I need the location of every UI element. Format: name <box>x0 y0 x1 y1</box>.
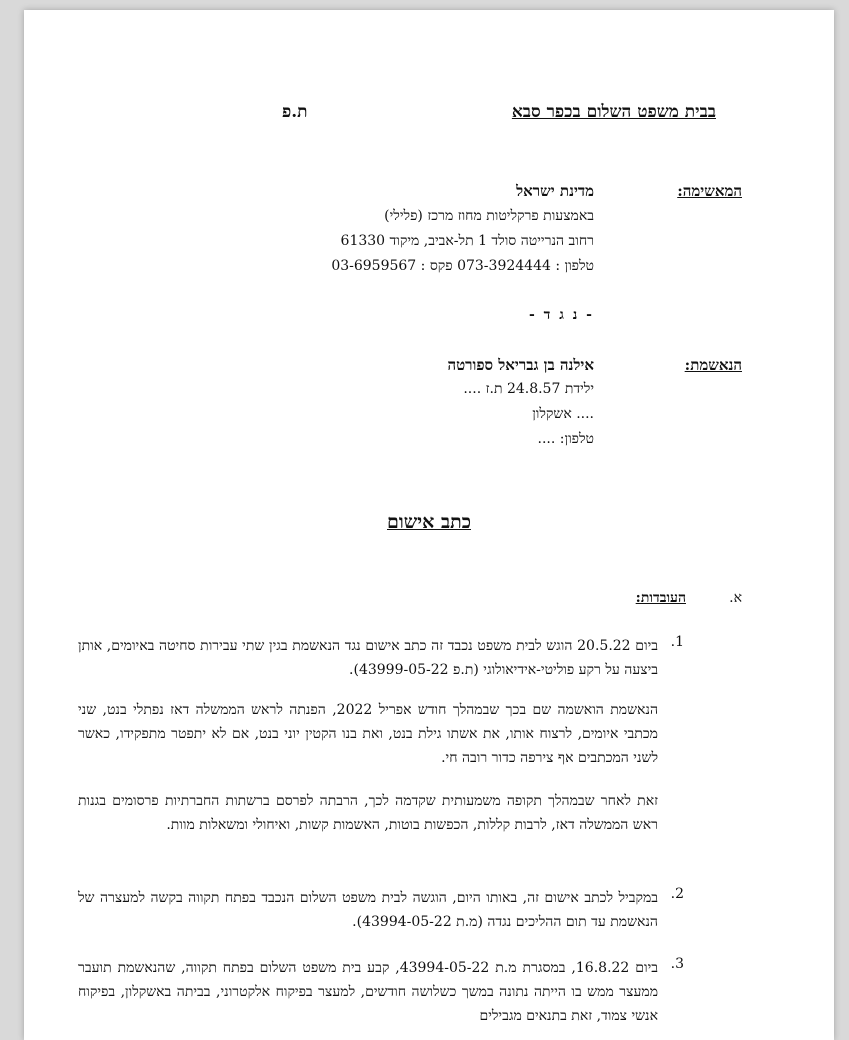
paragraph-1: ביום 20.5.22 הוגש לבית משפט נכבד זה כתב אישום נגד הנאשמת בגין שתי עבירות סחיטה באיומים, אותן ביצעה על רקע פוליטי-אידיאולוגי (ת.פ 43999-05-22). <box>78 638 659 678</box>
defendant-line4: טלפון: .... <box>537 431 594 447</box>
versus-label: - נ ג ד - <box>528 307 594 323</box>
court-name: בבית משפט השלום בכפר סבא <box>511 102 716 122</box>
prosecution-label: המאשימה: <box>677 182 742 200</box>
section-heading: העובדות: <box>635 590 686 606</box>
defendant-line3: .... אשקלון <box>532 406 594 422</box>
case-ref: ת.פ <box>282 102 308 122</box>
document-page <box>24 10 834 1040</box>
defendant-label: הנאשמת: <box>684 356 742 374</box>
paragraph-number: 2. <box>670 886 684 902</box>
document-title <box>24 511 834 534</box>
prosecution-line3: רחוב הנרייטה סולד 1 תל-אביב, מיקוד 61330 <box>340 233 594 249</box>
paragraph-3: ביום 16.8.22, במסגרת מ.ת 43994-05-22, קבע בית משפט השלום בפתח תקווה, שהנאשמת תועבר ממעצר ממש בו הייתה נתונה במשך כשלושה חודשים, למעצר בפיקוח אלקטרוני, בביתה באשקלון, בפיקוח אנשי צמוד, זאת בתנאים מגבילים <box>78 960 658 1024</box>
paragraph-2: במקביל לכתב אישום זה, באותו היום, הוגשה לבית משפט השלום הנכבד בפתח תקווה בקשה למעצרה של הנאשמת עד תום ההליכים נגדה (מ.ת 43994-05-22). <box>78 890 658 930</box>
section-letter: א. <box>729 590 742 606</box>
prosecution-line2: באמצעות פרקליטות מחוז מרכז (פלילי) <box>384 208 594 224</box>
paragraph-1c: זאת לאחר שבמהלך תקופה משמעותית שקדמה לכך, הרבתה לפרסם ברשתות החברתיות פרסומים בגנות ראש הממשלה דאז, לרבות קללות, הכפשות בוטות, האשמות קשות, ואיחולי ומשאלות מוות. <box>78 793 658 833</box>
prosecution-name: מדינת ישראל <box>516 182 594 200</box>
defendant-line2: ילידת 24.8.57 ת.ז .... <box>463 381 594 397</box>
paragraph-number: 1. <box>670 634 684 650</box>
paragraph-1b: הנאשמת הואשמה שם בכך שבמהלך חודש אפריל 2022, הפנתה לראש הממשלה דאז נפתלי בנט, שני מכתבי איומים, לרצוח אותו, את אשתו גילת בנט, ואת בנו הקטין יוני בנט, אם לא יתפטר מתפקידו, כאשר לשני המכתבים אף צירפה כדור רובה חי. <box>78 702 658 766</box>
paragraph-number: 3. <box>670 956 684 972</box>
prosecution-line4: טלפון : 073-3924444 פקס : 03-6959567 <box>331 258 594 274</box>
defendant-name: אילנה בן גבריאל ספורטה <box>447 356 594 374</box>
document-title-text: כתב אישום <box>387 511 471 533</box>
